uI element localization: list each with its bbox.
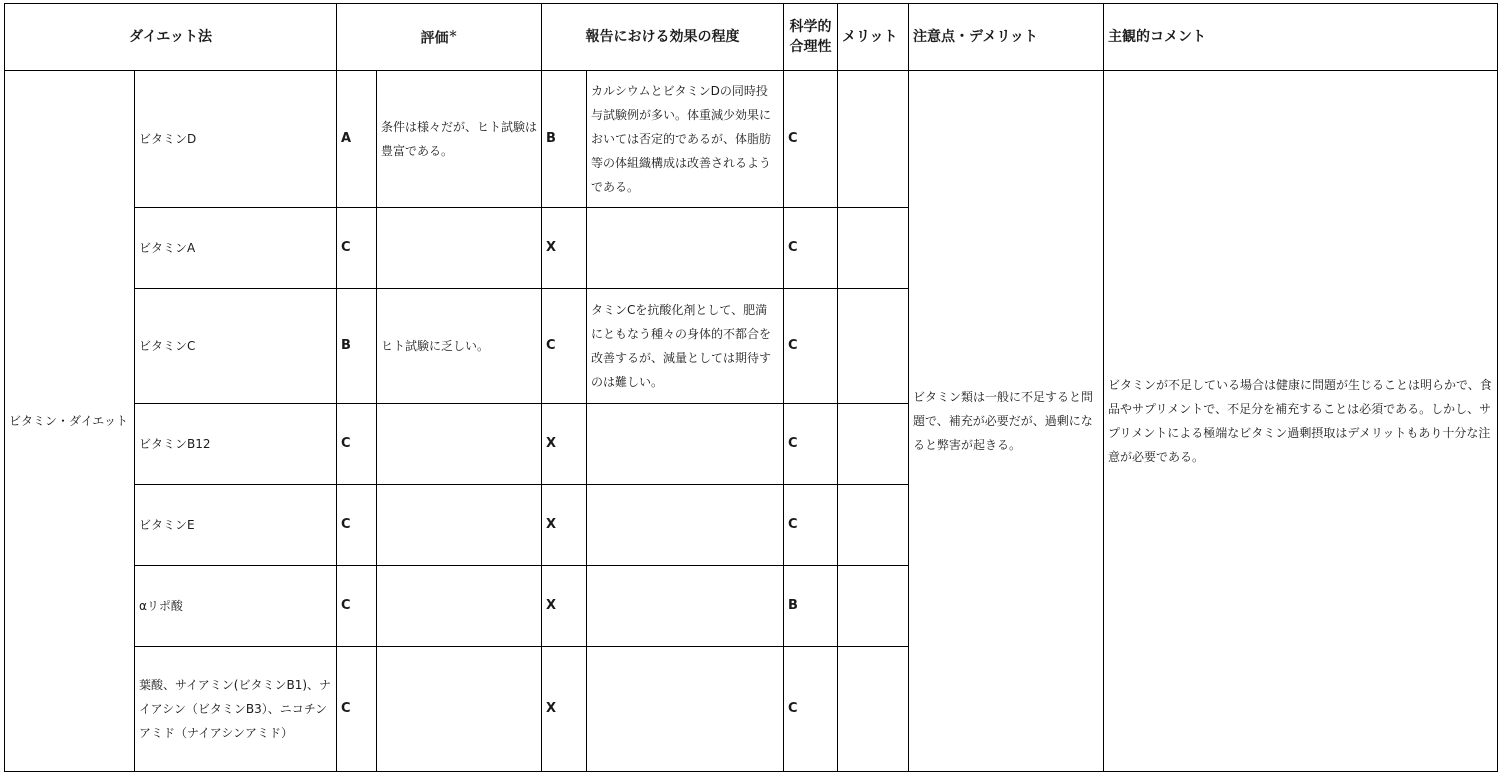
evaluation-note — [377, 485, 542, 566]
science-grade: C — [784, 208, 838, 289]
evaluation-grade: C — [337, 404, 377, 485]
effect-grade: X — [542, 485, 587, 566]
science-grade: C — [784, 485, 838, 566]
header-science — [784, 4, 838, 71]
effect-note: タミンCを抗酸化剤として、肥満にともなう種々の身体的不都合を改善するが、減量としては期待すのは難しい。 — [587, 289, 784, 404]
header-row — [5, 4, 1498, 71]
header-science-line2: 合理性 — [789, 39, 832, 55]
effect-grade: X — [542, 208, 587, 289]
effect-note — [587, 566, 784, 647]
evaluation-grade: C — [337, 647, 377, 772]
header-evaluation-mark: ＊ — [448, 30, 458, 41]
merit-cell — [838, 485, 909, 566]
evaluation-note — [377, 208, 542, 289]
evaluation-grade: C — [337, 208, 377, 289]
method-name: αリポ酸 — [135, 566, 337, 647]
caution-cell: ビタミン類は一般に不足すると問題で、補充が必要だが、過剰になると弊害が起きる。 — [909, 71, 1104, 772]
science-grade: C — [784, 404, 838, 485]
effect-note — [587, 208, 784, 289]
evaluation-note — [377, 647, 542, 772]
header-comment: 主観的コメント — [1104, 4, 1498, 71]
effect-note — [587, 647, 784, 772]
effect-note: カルシウムとビタミンDの同時投与試験例が多い。体重減少効果においては否定的であるが、体脂肪等の体組織構成は改善されるようである。 — [587, 71, 784, 208]
effect-grade: B — [542, 71, 587, 208]
method-name: ビタミンB12 — [135, 404, 337, 485]
effect-grade: X — [542, 647, 587, 772]
method-name: 葉酸、サイアミン(ビタミンB1)、ナイアシン（ビタミンB3）、ニコチンアミド（ナイアシンアミド） — [135, 647, 337, 772]
merit-cell — [838, 566, 909, 647]
merit-cell — [838, 404, 909, 485]
header-method: ダイエット法 — [5, 4, 337, 71]
category-cell: ビタミン・ダイエット — [5, 71, 135, 772]
merit-cell — [838, 71, 909, 208]
science-grade: C — [784, 289, 838, 404]
header-caution: 注意点・デメリット — [909, 4, 1104, 71]
effect-grade: X — [542, 566, 587, 647]
diet-method-table — [4, 3, 1498, 772]
header-effect: 報告における効果の程度 — [542, 4, 784, 71]
science-grade: C — [784, 71, 838, 208]
merit-cell — [838, 289, 909, 404]
merit-cell — [838, 208, 909, 289]
evaluation-grade: A — [337, 71, 377, 208]
effect-note — [587, 404, 784, 485]
evaluation-grade: C — [337, 485, 377, 566]
evaluation-grade: C — [337, 566, 377, 647]
evaluation-grade: B — [337, 289, 377, 404]
evaluation-note — [377, 404, 542, 485]
header-evaluation — [337, 4, 542, 71]
method-name: ビタミンA — [135, 208, 337, 289]
method-name: ビタミンE — [135, 485, 337, 566]
comment-cell: ビタミンが不足している場合は健康に問題が生じることは明らかで、食品やサプリメントで、不足分を補充することは必須である。しかし、サプリメントによる極端なビタミン過剰摂取はデメリットもあり十分な注意が必要である。 — [1104, 71, 1498, 772]
header-science-line1: 科学的 — [789, 19, 832, 35]
effect-grade: C — [542, 289, 587, 404]
table-row — [5, 71, 1498, 208]
header-evaluation-label: 評価 — [420, 30, 449, 47]
effect-grade: X — [542, 404, 587, 485]
evaluation-note: 条件は様々だが、ヒト試験は豊富である。 — [377, 71, 542, 208]
merit-cell — [838, 647, 909, 772]
evaluation-note: ヒト試験に乏しい。 — [377, 289, 542, 404]
science-grade: C — [784, 647, 838, 772]
method-name: ビタミンD — [135, 71, 337, 208]
header-merit: メリット — [838, 4, 909, 71]
method-name: ビタミンC — [135, 289, 337, 404]
evaluation-note — [377, 566, 542, 647]
effect-note — [587, 485, 784, 566]
science-grade: B — [784, 566, 838, 647]
